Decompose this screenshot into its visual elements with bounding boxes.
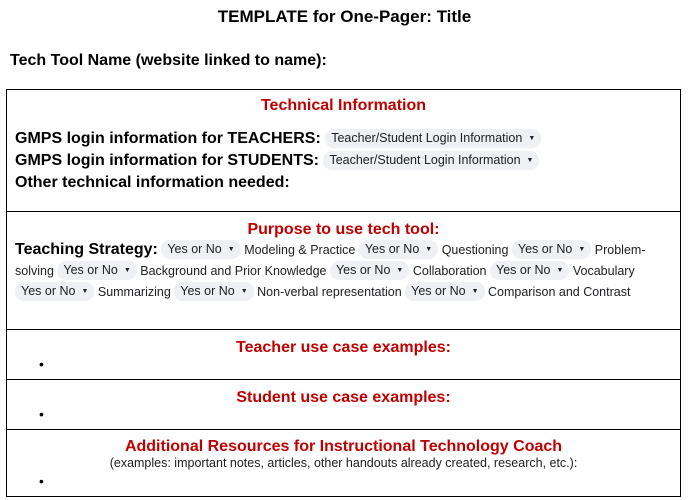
students-login-label: GMPS login information for STUDENTS: bbox=[15, 152, 319, 169]
document-title: TEMPLATE for One-Pager: Title bbox=[217, 7, 472, 26]
strategy-label: Background and Prior Knowledge bbox=[140, 264, 327, 278]
teacher-examples-heading: Teacher use case examples: bbox=[236, 339, 451, 356]
chevron-down-icon: ▼ bbox=[528, 135, 536, 142]
chevron-down-icon: ▼ bbox=[526, 157, 534, 164]
chevron-down-icon: ▼ bbox=[123, 267, 131, 274]
chevron-down-icon: ▼ bbox=[556, 267, 564, 274]
teacher-examples-cell bbox=[7, 330, 680, 380]
tech-tool-name-label: Tech Tool Name (website linked to name): bbox=[10, 52, 327, 69]
strategy-label: Non-verbal representation bbox=[257, 285, 402, 299]
collaboration-dropdown[interactable]: Yes or No ▼ bbox=[490, 261, 569, 280]
student-examples-cell bbox=[7, 380, 680, 430]
student-examples-heading: Student use case examples: bbox=[236, 389, 451, 406]
questioning-dropdown[interactable]: Yes or No ▼ bbox=[512, 240, 591, 259]
teaching-strategy-label: Teaching Strategy: bbox=[15, 241, 158, 258]
chevron-down-icon: ▼ bbox=[471, 288, 479, 295]
strategy-label: Problem-solving bbox=[15, 243, 646, 278]
teachers-login-label: GMPS login information for TEACHERS: bbox=[15, 130, 321, 147]
resources-cell bbox=[7, 430, 680, 496]
technical-information-heading: Technical Information bbox=[260, 97, 427, 114]
vocabulary-dropdown[interactable]: Yes or No ▼ bbox=[15, 282, 94, 301]
non-verbal-dropdown[interactable]: Yes or No ▼ bbox=[405, 282, 484, 301]
one-pager-table bbox=[6, 89, 681, 497]
chevron-down-icon: ▼ bbox=[396, 267, 404, 274]
teacher-examples-bullet: • bbox=[39, 356, 44, 372]
student-examples-bullet: • bbox=[39, 406, 44, 422]
strategy-label: Modeling & Practice bbox=[244, 243, 356, 257]
chevron-down-icon: ▼ bbox=[81, 288, 89, 295]
summarizing-dropdown[interactable]: Yes or No ▼ bbox=[174, 282, 253, 301]
chevron-down-icon: ▼ bbox=[227, 246, 235, 253]
problem-solving-dropdown[interactable]: Yes or No ▼ bbox=[57, 261, 136, 280]
strategy-label: Vocabulary bbox=[572, 264, 635, 278]
other-technical-info-label: Other technical information needed: bbox=[15, 174, 290, 191]
teaching-strategy-paragraph bbox=[7, 239, 680, 303]
strategy-dropdown[interactable]: Yes or No ▼ bbox=[161, 240, 240, 259]
strategy-label: Summarizing bbox=[97, 285, 171, 299]
background-knowledge-dropdown[interactable]: Yes or No ▼ bbox=[330, 261, 409, 280]
purpose-heading: Purpose to use tech tool: bbox=[247, 221, 440, 238]
teachers-login-row bbox=[15, 128, 680, 150]
teachers-login-dropdown[interactable]: Teacher/Student Login Information ▼ bbox=[325, 129, 541, 148]
resources-note: (examples: important notes, articles, other handouts already created, research, etc.): bbox=[109, 456, 578, 470]
students-login-row bbox=[15, 150, 680, 172]
chevron-down-icon: ▼ bbox=[425, 246, 433, 253]
resources-bullet: • bbox=[39, 473, 44, 489]
strategy-label: Comparison and Contrast bbox=[488, 285, 631, 299]
technical-information-cell bbox=[7, 90, 680, 212]
chevron-down-icon: ▼ bbox=[240, 288, 248, 295]
students-login-dropdown[interactable]: Teacher/Student Login Information ▼ bbox=[323, 151, 539, 170]
strategy-label: Collaboration bbox=[412, 264, 487, 278]
strategy-label: Questioning bbox=[441, 243, 509, 257]
modeling-practice-dropdown[interactable]: Yes or No ▼ bbox=[359, 240, 438, 259]
chevron-down-icon: ▼ bbox=[578, 246, 586, 253]
resources-heading: Additional Resources for Instructional Technology Coach bbox=[124, 438, 563, 455]
purpose-cell bbox=[7, 212, 680, 330]
